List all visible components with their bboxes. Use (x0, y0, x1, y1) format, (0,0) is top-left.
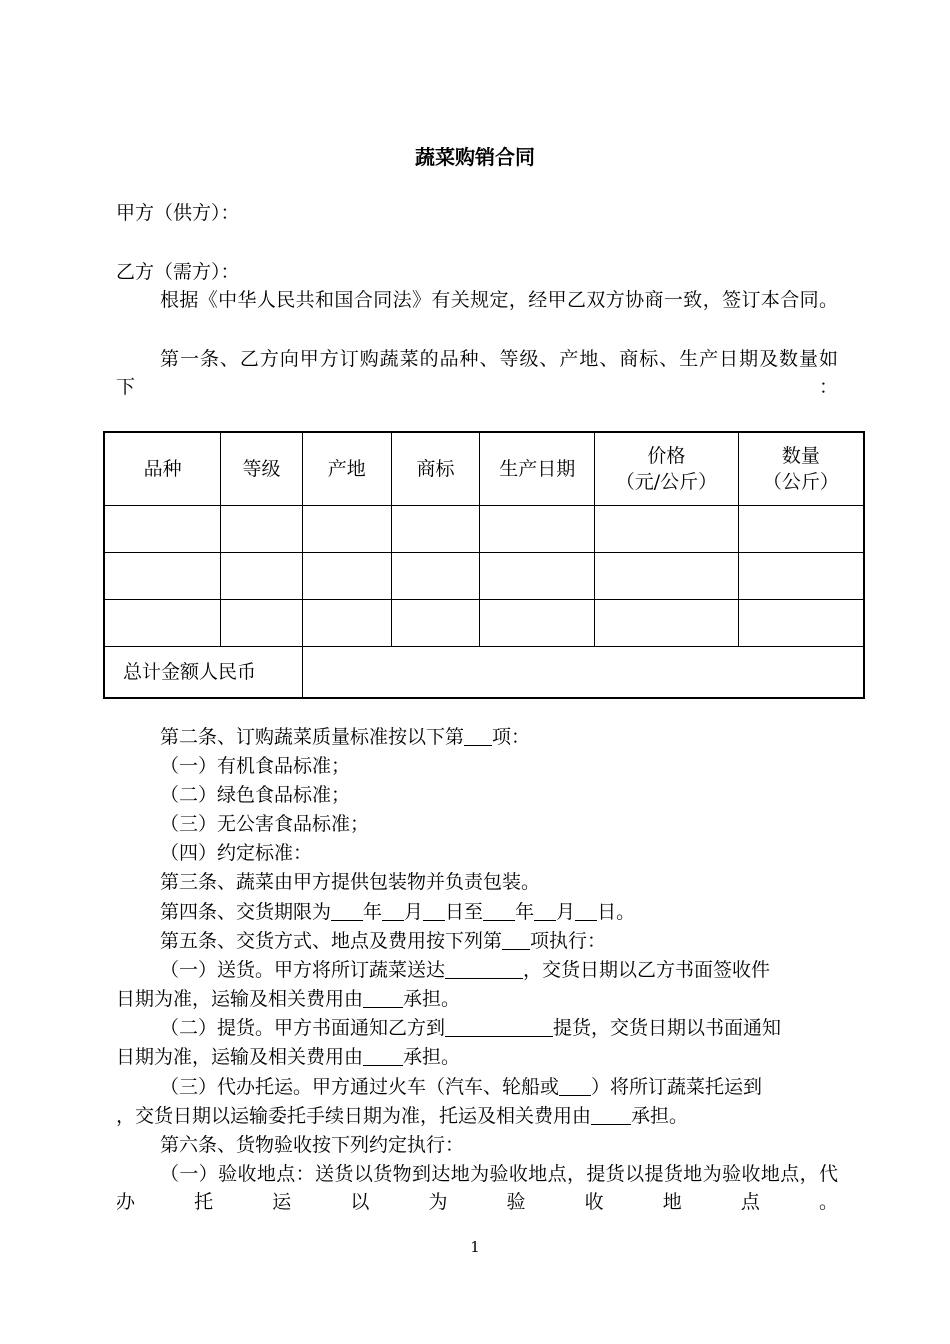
delivery-option-3-text-4: 承担。 (631, 1105, 689, 1127)
total-amount-label: 总计金额人民币 (104, 646, 302, 698)
blank-line (363, 989, 403, 1008)
table-cell (738, 552, 864, 599)
table-total-row (104, 646, 864, 698)
delivery-option-3-text-2: ）将所订蔬菜托运到 (591, 1076, 763, 1098)
article-5-text: 第五条、交货方式、地点及费用按下列第 (160, 930, 503, 952)
delivery-option-3-text-3: ，交货日期以运输委托手续日期为准，托运及相关费用由 (116, 1105, 592, 1127)
header-quantity-label: 数量 (781, 444, 820, 467)
delivery-option-3-line2 (116, 1102, 688, 1130)
table-cell (302, 552, 391, 599)
article-2-text: 第二条、订购蔬菜质量标准按以下第 (160, 726, 465, 748)
delivery-option-1-text: （一）送货。甲方将所订蔬菜送达 (160, 959, 446, 981)
header-quantity-unit: （公斤） (762, 470, 839, 493)
month-label: 月 (404, 901, 424, 923)
article-5 (160, 927, 606, 955)
blank-line (559, 1077, 591, 1096)
table-cell (595, 552, 739, 599)
table-cell (104, 599, 221, 646)
table-cell (595, 505, 739, 552)
blank-line (382, 902, 404, 921)
table-cell (104, 505, 221, 552)
delivery-option-2-text-4: 承担。 (403, 1046, 461, 1068)
party-b-label: 乙方（需方）： (116, 261, 240, 283)
table-cell (480, 505, 595, 552)
header-grade: 等级 (221, 432, 303, 505)
table-cell (302, 505, 391, 552)
table-row (104, 505, 864, 552)
blank-line (445, 960, 523, 979)
article-4-text: 第四条、交货期限为 (160, 901, 332, 923)
standard-option-2: （二）绿色食品标准； (160, 784, 351, 806)
table-cell (738, 599, 864, 646)
standard-option-3: （三）无公害食品标准； (160, 813, 370, 835)
table-cell (221, 599, 303, 646)
table-cell (391, 599, 480, 646)
header-price-unit: （元/公斤） (615, 470, 718, 493)
delivery-option-2-text-2: 提货，交货日期以书面通知 (553, 1017, 782, 1039)
day-label: 日至 (445, 901, 484, 923)
intro-paragraph: 根据《中华人民共和国合同法》有关规定，经甲乙双方协商一致，签订本合同。 (160, 289, 838, 311)
header-quantity (738, 432, 864, 505)
delivery-option-2-line1 (160, 1014, 781, 1042)
header-production-date: 生产日期 (480, 432, 595, 505)
header-origin: 产地 (302, 432, 391, 505)
table-cell (480, 599, 595, 646)
article-2 (160, 723, 530, 751)
page-number: 1 (470, 1238, 480, 1256)
order-table (103, 431, 865, 699)
blank-line (464, 727, 492, 746)
standard-option-4: （四）约定标准： (160, 842, 313, 864)
blank-line (363, 1047, 403, 1066)
article-3: 第三条、蔬菜由甲方提供包装物并负责包装。 (160, 871, 541, 893)
delivery-option-2-text: （二）提货。甲方书面通知乙方到 (160, 1017, 446, 1039)
article-4 (160, 898, 635, 926)
blank-line (483, 902, 515, 921)
table-row (104, 552, 864, 599)
table-cell (221, 552, 303, 599)
month-label: 月 (556, 901, 576, 923)
blank-line (445, 1018, 553, 1037)
header-brand: 商标 (391, 432, 480, 505)
year-label: 年 (363, 901, 383, 923)
delivery-option-1-text-3: 日期为准，运输及相关费用由 (116, 988, 364, 1010)
total-amount-value (302, 646, 864, 698)
article-2-suffix: 项： (492, 726, 531, 748)
article-6: 第六条、货物验收按下列约定执行： (160, 1134, 465, 1156)
delivery-option-2-text-3: 日期为准，运输及相关费用由 (116, 1046, 364, 1068)
day-label: 日。 (597, 901, 636, 923)
blank-line (591, 1106, 631, 1125)
header-price (595, 432, 739, 505)
inspection-location: （一）验收地点：送货以货物到达地为验收地点，提货以提货地为验收地点，代办托运以为验收地点。 (116, 1163, 838, 1213)
delivery-option-1-line2 (116, 985, 460, 1013)
table-header-row (104, 432, 864, 505)
party-a-label: 甲方（供方）： (116, 202, 240, 224)
table-cell (595, 599, 739, 646)
header-price-label: 价格 (647, 444, 686, 467)
delivery-option-1-text-2: ，交货日期以乙方书面签收件 (523, 959, 771, 981)
table-cell (104, 552, 221, 599)
blank-line (502, 931, 530, 950)
document-title: 蔬菜购销合同 (415, 145, 535, 169)
header-variety: 品种 (104, 432, 221, 505)
delivery-option-1-line1 (160, 956, 770, 984)
delivery-option-3-text: （三）代办托运。甲方通过火车（汽车、轮船或 (160, 1076, 560, 1098)
table-cell (391, 505, 480, 552)
delivery-option-2-line2 (116, 1043, 460, 1071)
table-cell (221, 505, 303, 552)
table-cell (391, 552, 480, 599)
year-label: 年 (515, 901, 535, 923)
article-5-suffix: 项执行： (530, 930, 607, 952)
blank-line (575, 902, 597, 921)
delivery-option-3-line1 (160, 1073, 762, 1101)
table-cell (302, 599, 391, 646)
blank-line (534, 902, 556, 921)
delivery-option-1-text-4: 承担。 (403, 988, 461, 1010)
blank-line (331, 902, 363, 921)
table-cell (738, 505, 864, 552)
article-1: 第一条、乙方向甲方订购蔬菜的品种、等级、产地、商标、生产日期及数量如下： (116, 348, 838, 398)
table-row (104, 599, 864, 646)
blank-line (423, 902, 445, 921)
table-cell (480, 552, 595, 599)
standard-option-1: （一）有机食品标准； (160, 755, 351, 777)
